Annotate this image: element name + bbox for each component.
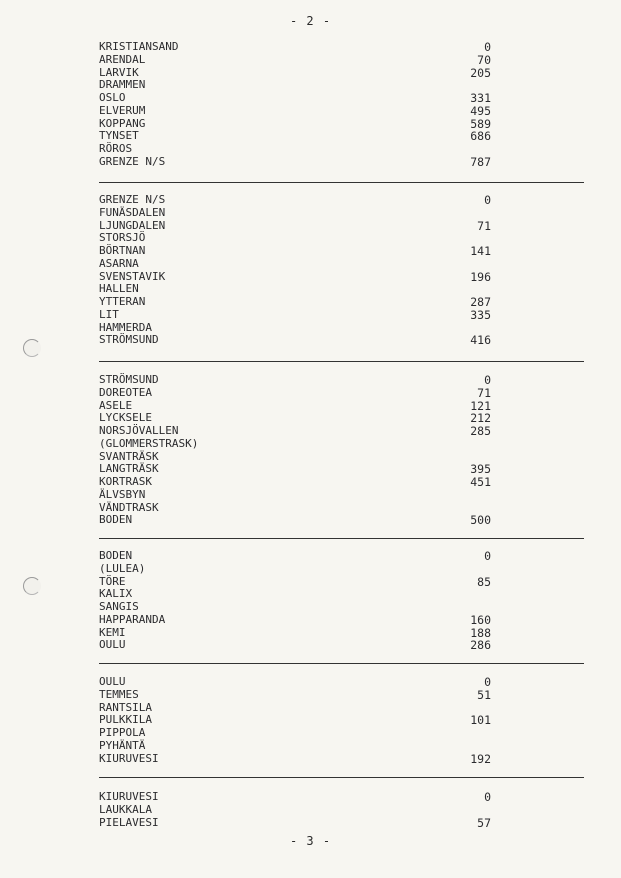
place-name: HALLEN xyxy=(99,282,139,296)
distance-value: 196 xyxy=(470,269,491,284)
place-name: KIURUVESI xyxy=(99,790,159,803)
place-name: LJUNGDALEN xyxy=(99,218,166,232)
section-divider xyxy=(99,361,584,362)
distance-value: 416 xyxy=(470,333,491,348)
table-row xyxy=(99,258,491,271)
place-name: RANTSILA xyxy=(99,700,152,714)
route-section-2 xyxy=(99,194,491,347)
place-name: KEMI xyxy=(99,625,126,639)
place-name: GRENZE N/S xyxy=(99,154,166,168)
table-row xyxy=(99,283,491,296)
table-row xyxy=(99,207,491,220)
table-row xyxy=(99,601,491,614)
place-name: LANGTRÄSK xyxy=(99,462,159,476)
distance-value: 589 xyxy=(470,116,491,131)
distance-value: 85 xyxy=(477,574,491,589)
route-section-6 xyxy=(99,791,491,829)
distance-value: 160 xyxy=(470,612,491,627)
distance-value: 205 xyxy=(470,65,491,80)
route-section-5 xyxy=(99,676,491,765)
distance-value: 331 xyxy=(470,91,491,105)
place-name: PIPPOLA xyxy=(99,726,146,739)
table-row xyxy=(99,54,491,67)
place-name: ARENDAL xyxy=(99,52,146,66)
table-row xyxy=(99,702,491,715)
distance-value: 57 xyxy=(477,815,491,830)
place-name: KRISTIANSAND xyxy=(99,40,179,53)
table-row xyxy=(99,514,491,527)
place-name: ÄLVSBYN xyxy=(99,487,146,501)
place-name: TÖRE xyxy=(99,574,126,588)
distance-value: 787 xyxy=(470,154,491,169)
distance-value: 71 xyxy=(477,385,491,400)
place-name: HAMMERDA xyxy=(99,320,152,334)
section-divider xyxy=(99,777,584,778)
distance-value: 286 xyxy=(470,638,491,653)
distance-value: 70 xyxy=(477,52,491,67)
distance-value xyxy=(451,258,491,271)
distance-value xyxy=(451,601,491,614)
place-name: KALIX xyxy=(99,587,133,601)
section-divider xyxy=(99,663,584,664)
place-name: ASELE xyxy=(99,398,133,412)
distance-value: 0 xyxy=(484,549,491,563)
place-name: RÖROS xyxy=(99,142,133,155)
place-name: TYNSET xyxy=(99,129,139,143)
table-row xyxy=(99,689,491,702)
route-section-1 xyxy=(99,41,491,169)
place-name: SANGIS xyxy=(99,600,139,613)
place-name: OSLO xyxy=(99,91,126,104)
table-row xyxy=(99,438,491,451)
distance-value: 192 xyxy=(470,751,491,766)
table-row xyxy=(99,576,491,589)
table-row xyxy=(99,79,491,92)
table-row xyxy=(99,804,491,817)
distance-value xyxy=(451,489,491,502)
section-divider xyxy=(99,538,584,539)
page-number-top: - 2 - xyxy=(289,14,332,28)
distance-value xyxy=(451,727,491,740)
place-name: KIURUVESI xyxy=(99,751,159,765)
place-name: LARVIK xyxy=(99,65,139,79)
table-row xyxy=(99,118,491,131)
table-row xyxy=(99,588,491,601)
table-row xyxy=(99,400,491,413)
distance-value: 495 xyxy=(470,103,491,118)
distance-value: 500 xyxy=(470,513,491,528)
distance-value: 101 xyxy=(470,713,491,728)
distance-value: 121 xyxy=(470,398,491,413)
table-row xyxy=(99,476,491,489)
place-name: KORTRASK xyxy=(99,475,152,488)
distance-value xyxy=(451,438,491,451)
table-row xyxy=(99,374,491,387)
place-name: TEMMES xyxy=(99,687,139,701)
place-name: LYCKSELE xyxy=(99,411,152,425)
place-name: DRAMMEN xyxy=(99,78,146,92)
distance-value xyxy=(451,207,491,220)
place-name: (GLOMMERSTRASK) xyxy=(99,436,199,450)
distance-value: 0 xyxy=(484,790,491,804)
table-row xyxy=(99,220,491,233)
table-row xyxy=(99,245,491,258)
table-row xyxy=(99,727,491,740)
table-row xyxy=(99,714,491,727)
distance-value: 188 xyxy=(470,625,491,640)
table-row xyxy=(99,194,491,207)
place-name: STORSJÖ xyxy=(99,231,146,245)
place-name: BODEN xyxy=(99,549,133,562)
place-name: DOREOTEA xyxy=(99,385,152,399)
place-name: LAUKKALA xyxy=(99,802,152,816)
table-row xyxy=(99,130,491,143)
table-row xyxy=(99,67,491,80)
table-row xyxy=(99,105,491,118)
place-name: LIT xyxy=(99,307,119,321)
place-name: STRÖMSUND xyxy=(99,373,159,386)
distance-value: 51 xyxy=(477,687,491,702)
distance-value: 212 xyxy=(470,411,491,426)
distance-value: 451 xyxy=(470,475,491,489)
table-row xyxy=(99,41,491,54)
place-name: PIELAVESI xyxy=(99,815,159,829)
table-row xyxy=(99,271,491,284)
table-row xyxy=(99,627,491,640)
distance-value: 395 xyxy=(470,462,491,477)
table-row xyxy=(99,817,491,830)
distance-value: 686 xyxy=(470,129,491,144)
table-row xyxy=(99,232,491,245)
place-name: SVANTRÄSK xyxy=(99,449,159,463)
place-name: HAPPARANDA xyxy=(99,612,166,626)
table-row xyxy=(99,296,491,309)
place-name: OULU xyxy=(99,675,126,688)
route-section-4 xyxy=(99,550,491,652)
place-name: ASARNA xyxy=(99,256,139,270)
distance-value: 0 xyxy=(484,193,491,207)
section-divider xyxy=(99,182,584,183)
place-name: KOPPANG xyxy=(99,116,146,130)
place-name: YTTERAN xyxy=(99,295,146,308)
table-row xyxy=(99,463,491,476)
distance-value xyxy=(451,143,491,156)
place-name: PULKKILA xyxy=(99,713,152,727)
place-name: VÄNDTRASK xyxy=(99,500,159,514)
distance-value: 141 xyxy=(470,244,491,258)
table-row xyxy=(99,753,491,766)
table-row xyxy=(99,334,491,347)
table-row xyxy=(99,740,491,753)
place-name: (LULEA) xyxy=(99,561,146,575)
table-row xyxy=(99,676,491,689)
distance-value: 0 xyxy=(484,373,491,387)
place-name: SVENSTAVIK xyxy=(99,269,166,283)
place-name: OULU xyxy=(99,638,126,652)
table-row xyxy=(99,502,491,515)
page-number-bottom: - 3 - xyxy=(289,834,332,848)
distance-value: 335 xyxy=(470,307,491,322)
distance-value: 285 xyxy=(470,424,491,438)
distance-value: 0 xyxy=(484,675,491,689)
table-row xyxy=(99,489,491,502)
distance-value xyxy=(451,588,491,601)
table-row xyxy=(99,92,491,105)
table-row xyxy=(99,425,491,438)
distance-value xyxy=(451,804,491,817)
place-name: FUNÄSDALEN xyxy=(99,205,166,219)
place-name: BODEN xyxy=(99,513,133,527)
table-row xyxy=(99,387,491,400)
place-name: PYHÄNTÄ xyxy=(99,738,146,752)
place-name: BÖRTNAN xyxy=(99,244,146,257)
punch-hole-icon xyxy=(23,577,41,595)
distance-value xyxy=(451,563,491,576)
table-row xyxy=(99,550,491,563)
table-row xyxy=(99,639,491,652)
table-row xyxy=(99,614,491,627)
distance-value xyxy=(451,740,491,753)
place-name: NORSJÖVALLEN xyxy=(99,424,179,437)
place-name: GRENZE N/S xyxy=(99,193,166,206)
table-row xyxy=(99,309,491,322)
distance-value: 71 xyxy=(477,218,491,233)
route-section-3 xyxy=(99,374,491,527)
distance-value: 287 xyxy=(470,295,491,309)
table-row xyxy=(99,143,491,156)
table-row xyxy=(99,156,491,169)
table-row xyxy=(99,563,491,576)
place-name: ELVERUM xyxy=(99,103,146,117)
punch-hole-icon xyxy=(23,339,41,357)
table-row xyxy=(99,791,491,804)
place-name: STRÖMSUND xyxy=(99,333,159,347)
distance-value: 0 xyxy=(484,40,491,54)
